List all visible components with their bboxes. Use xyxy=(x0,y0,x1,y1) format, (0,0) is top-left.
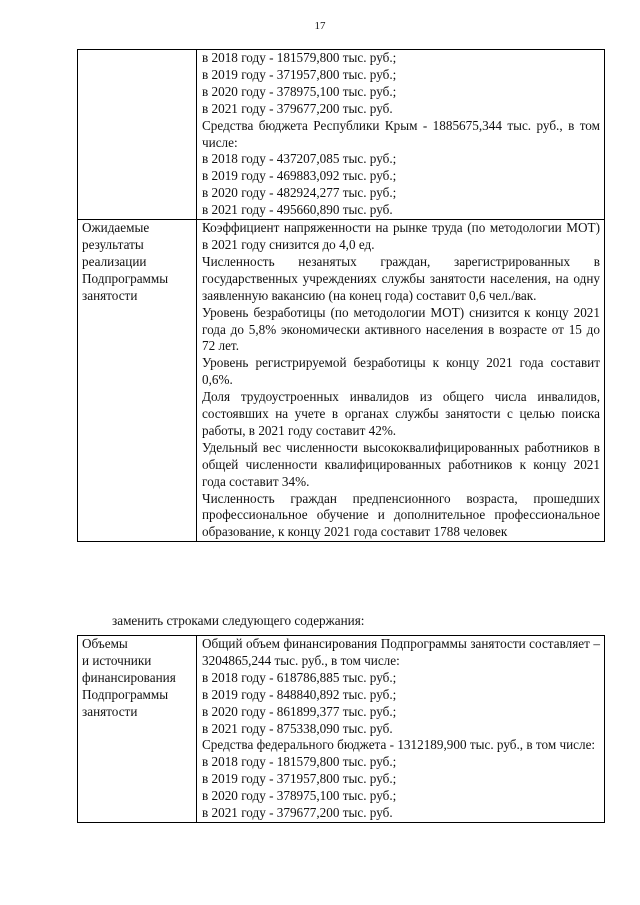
funding-cell xyxy=(197,636,605,823)
program-table-new xyxy=(77,635,605,823)
replace-instruction: заменить строками следующего содержания: xyxy=(112,613,365,628)
list-item: в 2020 году - 861899,377 тыс. руб.; xyxy=(202,703,397,719)
list-item: в 2018 году - 181579,800 тыс. руб.; xyxy=(202,50,397,65)
funding-continuation-cell xyxy=(197,50,605,220)
table-row xyxy=(78,220,605,542)
list-item: в 2018 году - 181579,800 тыс. руб.; xyxy=(202,754,397,770)
crimea-budget-text: Средства бюджета Республики Крым - 1885675,344 тыс. руб., в том числе: xyxy=(202,117,600,150)
result-item: Доля трудоустроенных инвалидов из общего числа инвалидов, состоявших на учете в органах службы занятости с целью поиска работы, в 2021 году составит 42%. xyxy=(202,389,600,438)
list-item: в 2019 году - 848840,892 тыс. руб.; xyxy=(202,686,397,702)
table-row xyxy=(78,50,605,220)
list-item: в 2020 году - 378975,100 тыс. руб.; xyxy=(202,83,397,99)
result-item: Численность граждан предпенсионного возраста, прошедших профессиональное обучение и дополнительное профессиональное образование, к концу 2021 года составит 1788 человек xyxy=(202,490,600,540)
funding-label-cell xyxy=(78,636,197,823)
label-line: финансирования xyxy=(82,669,176,685)
label-line: занятости xyxy=(82,703,138,719)
label-line: результаты xyxy=(82,236,144,252)
list-item: в 2018 году - 618786,885 тыс. руб.; xyxy=(202,669,397,685)
label-line: Подпрограммы xyxy=(82,686,169,702)
list-item: в 2019 году - 371957,800 тыс. руб.; xyxy=(202,66,397,82)
federal-budget-text: Средства федерального бюджета - 1312189,900 тыс. руб., в том числе: xyxy=(202,737,596,753)
list-item: в 2019 году - 371957,800 тыс. руб.; xyxy=(202,771,397,787)
page-number: 17 xyxy=(314,20,326,32)
label-line: Ожидаемые xyxy=(82,220,150,236)
label-line: реализации xyxy=(82,253,147,269)
label-line: Объемы xyxy=(82,636,128,651)
total-funding-text: Общий объем финансирования Подпрограммы занятости составляет – 3204865,244 тыс. руб., в том числе: xyxy=(202,636,600,668)
results-label-cell xyxy=(78,220,197,542)
list-item: в 2021 году - 495660,890 тыс. руб. xyxy=(202,202,393,218)
result-item: Удельный вес численности высококвалифицированных работников в общей численности квалифицированных работников к концу 2021 года составит 34%. xyxy=(202,439,600,489)
result-item: Численность незанятых граждан, зарегистрированных в государственных учреждениях службы занятости населения, на одну заявленную вакансию (на конец года) составит 0,6 чел./вак. xyxy=(202,253,600,303)
empty-label-cell xyxy=(78,50,197,220)
result-item: Коэффициент напряженности на рынке труда (по методологии МОТ) в 2021 году снизится до 4,0 ед. xyxy=(202,220,600,252)
list-item: в 2021 году - 875338,090 тыс. руб. xyxy=(202,720,393,736)
table-row xyxy=(78,636,605,823)
list-item: в 2021 году - 379677,200 тыс. руб. xyxy=(202,805,393,821)
list-item: в 2021 году - 379677,200 тыс. руб. xyxy=(202,100,393,116)
program-table-current xyxy=(77,49,605,542)
list-item: в 2020 году - 378975,100 тыс. руб.; xyxy=(202,788,397,804)
results-cell xyxy=(197,220,605,542)
list-item: в 2018 году - 437207,085 тыс. руб.; xyxy=(202,151,397,167)
list-item: в 2019 году - 469883,092 тыс. руб.; xyxy=(202,168,397,184)
label-line: занятости xyxy=(82,287,138,303)
label-line: и источники xyxy=(82,652,152,668)
label-line: Подпрограммы xyxy=(82,270,169,286)
result-item: Уровень безработицы (по методологии МОТ) снизится к концу 2021 года до 5,8% экономически активного населения в возрасте от 15 до 72 лет. xyxy=(202,304,600,354)
result-item: Уровень регистрируемой безработицы к концу 2021 года составит 0,6%. xyxy=(202,355,600,388)
list-item: в 2020 году - 482924,277 тыс. руб.; xyxy=(202,185,397,201)
